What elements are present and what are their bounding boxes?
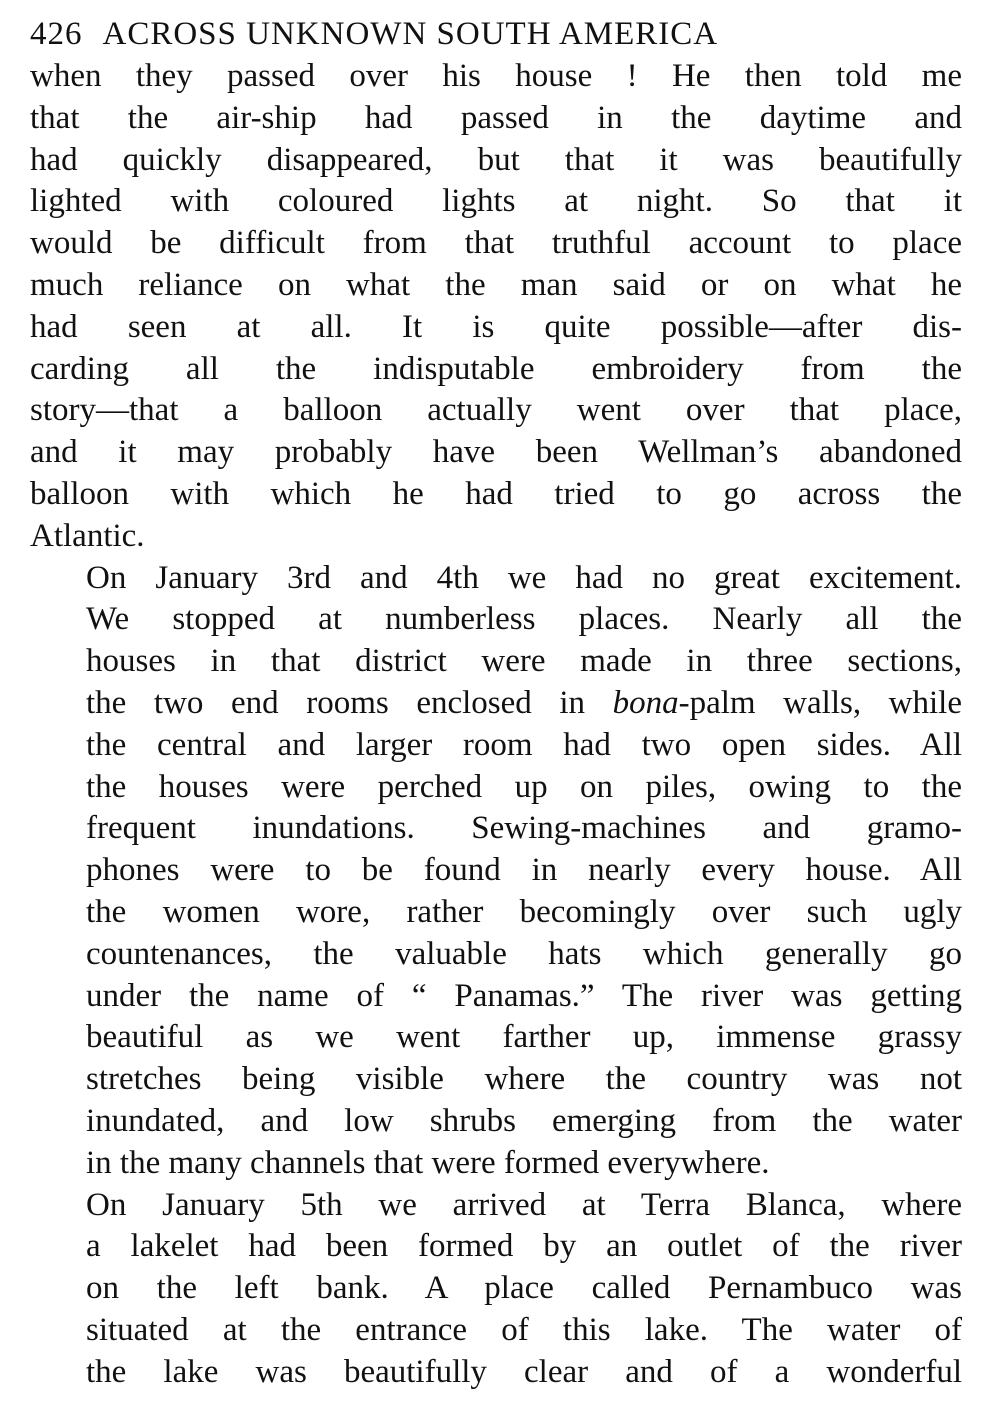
paragraph-2 <box>30 558 962 1185</box>
line-segment: -palm walls, while <box>678 684 962 721</box>
paragraph-1 <box>30 56 962 558</box>
text-line: On January 5th we arrived at Terra Blanca, where <box>86 1186 962 1223</box>
text-line: had seen at all. It is quite possible—after dis- <box>30 308 962 345</box>
running-title: ACROSS UNKNOWN SOUTH AMERICA <box>102 16 719 52</box>
text-line: on the left bank. A place called Pernambuco was <box>86 1270 962 1307</box>
text-line: beautiful as we went farther up, immense grassy <box>86 1019 962 1056</box>
text-line: story—that a balloon actually went over that place, <box>30 392 962 429</box>
text-line: balloon with which he had tried to go across the <box>30 475 962 512</box>
text-line: the houses were perched up on piles, owing to the <box>86 768 962 805</box>
text-line-with-italic <box>30 683 962 725</box>
body-text <box>30 56 962 1394</box>
text-line: frequent inundations. Sewing-machines and gramo- <box>86 810 962 847</box>
page-number: 426 <box>30 16 83 52</box>
text-line: lighted with coloured lights at night. So that it <box>30 183 962 220</box>
text-line: countenances, the valuable hats which generally go <box>86 935 962 972</box>
text-line: stretches being visible where the country was not <box>86 1061 962 1098</box>
text-line: the lake was beautifully clear and of a wonderful <box>86 1353 962 1390</box>
text-line: houses in that district were made in three sections, <box>86 643 962 680</box>
text-line: the women wore, rather becomingly over such ugly <box>86 893 962 930</box>
text-line: carding all the indisputable embroidery from the <box>30 350 962 387</box>
text-line: Atlantic. <box>30 517 145 554</box>
paragraph-3 <box>30 1185 962 1394</box>
text-line: that the air-ship had passed in the daytime and <box>30 99 962 136</box>
text-line: would be difficult from that truthful account to place <box>30 225 962 262</box>
line-segment: the two end rooms enclosed in <box>86 684 586 721</box>
italic-word: bona <box>612 684 679 721</box>
text-line: when they passed over his house ! He then told me <box>30 58 962 94</box>
text-line: had quickly disappeared, but that it was beautifully <box>30 141 962 178</box>
text-line: and it may probably have been Wellman’s abandoned <box>30 434 962 471</box>
text-line: inundated, and low shrubs emerging from the water <box>86 1102 962 1139</box>
running-header <box>30 12 962 56</box>
text-line: a lakelet had been formed by an outlet of the river <box>86 1228 962 1265</box>
text-line: We stopped at numberless places. Nearly all the <box>86 601 962 638</box>
text-line: under the name of “ Panamas.” The river was getting <box>86 977 962 1014</box>
book-page <box>30 12 962 1394</box>
text-line: situated at the entrance of this lake. The water of <box>86 1311 962 1348</box>
text-line: phones were to be found in nearly every house. All <box>86 852 962 889</box>
text-line: On January 3rd and 4th we had no great excitement. <box>86 559 962 596</box>
text-line: much reliance on what the man said or on what he <box>30 266 962 303</box>
text-line: in the many channels that were formed everywhere. <box>86 1144 770 1181</box>
text-line: the central and larger room had two open sides. All <box>86 726 962 763</box>
